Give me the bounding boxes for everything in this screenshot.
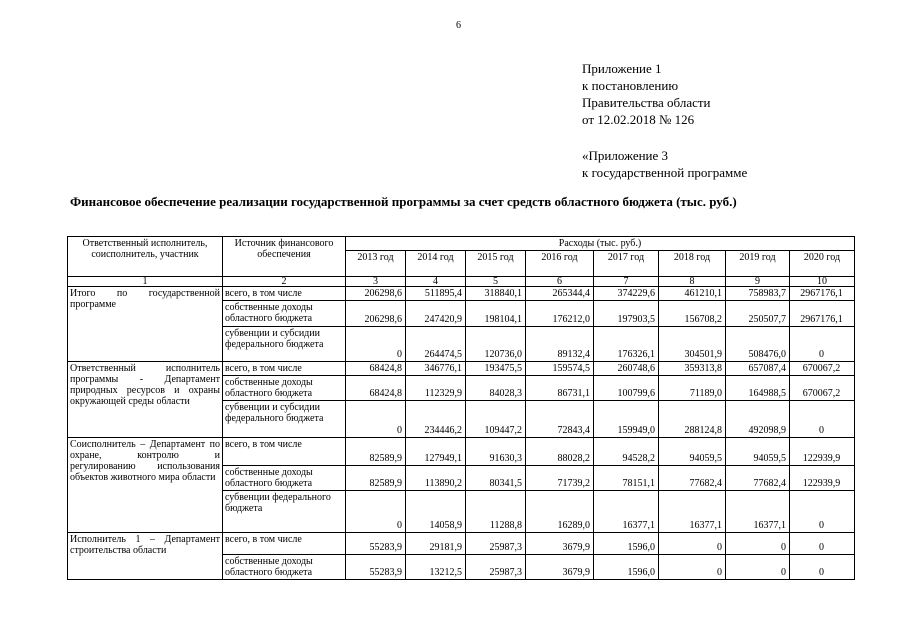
value-cell: 193475,5 (466, 362, 526, 376)
column-number: 1 (68, 277, 223, 287)
header-year: 2013 год (346, 251, 406, 277)
value-cell: 71739,2 (526, 466, 594, 491)
value-cell: 758983,7 (726, 287, 790, 301)
value-cell: 247420,9 (406, 301, 466, 327)
value-cell: 77682,4 (659, 466, 726, 491)
value-cell: 120736,0 (466, 327, 526, 362)
value-cell: 0 (726, 555, 790, 580)
value-cell: 29181,9 (406, 533, 466, 555)
value-cell: 127949,1 (406, 438, 466, 466)
group-name: Ответственный исполнитель программы - Департамент природных ресурсов и охраны окружающей среды области (68, 362, 223, 438)
value-cell: 657087,4 (726, 362, 790, 376)
source-cell: всего, в том числе (223, 287, 346, 301)
value-cell: 16377,1 (659, 491, 726, 533)
value-cell: 14058,9 (406, 491, 466, 533)
value-cell: 88028,2 (526, 438, 594, 466)
column-number: 2 (223, 277, 346, 287)
value-cell: 0 (790, 401, 855, 438)
value-cell: 164988,5 (726, 376, 790, 401)
column-number: 9 (726, 277, 790, 287)
source-cell: собственные доходы областного бюджета (223, 376, 346, 401)
value-cell: 346776,1 (406, 362, 466, 376)
column-number: 8 (659, 277, 726, 287)
value-cell: 461210,1 (659, 287, 726, 301)
value-cell: 55283,9 (346, 533, 406, 555)
value-cell: 159574,5 (526, 362, 594, 376)
value-cell: 68424,8 (346, 376, 406, 401)
header-year: 2014 год (406, 251, 466, 277)
value-cell: 0 (346, 327, 406, 362)
value-cell: 71189,0 (659, 376, 726, 401)
value-cell: 100799,6 (594, 376, 659, 401)
value-cell: 265344,4 (526, 287, 594, 301)
value-cell: 2967176,1 (790, 287, 855, 301)
value-cell: 0 (790, 327, 855, 362)
value-cell: 0 (346, 401, 406, 438)
value-cell: 72843,4 (526, 401, 594, 438)
value-cell: 288124,8 (659, 401, 726, 438)
value-cell: 25987,3 (466, 555, 526, 580)
source-cell: собственные доходы областного бюджета (223, 466, 346, 491)
header-row (68, 237, 855, 251)
group-name: Соисполнитель – Департамент по охране, контролю и регулированию использования объектов животного мира области (68, 438, 223, 533)
value-cell: 0 (659, 555, 726, 580)
value-cell: 508476,0 (726, 327, 790, 362)
page-number: 6 (456, 20, 461, 31)
column-number-row (68, 277, 855, 287)
header-year: 2019 год (726, 251, 790, 277)
value-cell: 0 (790, 555, 855, 580)
value-cell: 16289,0 (526, 491, 594, 533)
value-cell: 0 (726, 533, 790, 555)
value-cell: 91630,3 (466, 438, 526, 466)
source-cell: собственные доходы областного бюджета (223, 555, 346, 580)
appendix-inner-line: «Приложение 3 (582, 148, 669, 163)
value-cell: 89132,4 (526, 327, 594, 362)
value-cell: 670067,2 (790, 362, 855, 376)
appendix-line: от 12.02.2018 № 126 (582, 112, 695, 127)
table-row (68, 362, 855, 376)
value-cell: 122939,9 (790, 438, 855, 466)
header-responsible: Ответственный исполнитель, соисполнитель, участник (68, 237, 223, 277)
column-number: 3 (346, 277, 406, 287)
value-cell: 197903,5 (594, 301, 659, 327)
value-cell: 511895,4 (406, 287, 466, 301)
value-cell: 78151,1 (594, 466, 659, 491)
value-cell: 1596,0 (594, 533, 659, 555)
value-cell: 86731,1 (526, 376, 594, 401)
appendix-line: Правительства области (582, 95, 711, 110)
value-cell: 0 (346, 491, 406, 533)
column-number: 6 (526, 277, 594, 287)
value-cell: 0 (790, 491, 855, 533)
value-cell: 13212,5 (406, 555, 466, 580)
appendix-inner-block (582, 147, 747, 181)
header-expenses: Расходы (тыс. руб.) (346, 237, 855, 251)
appendix-line: к постановлению (582, 78, 679, 93)
table-row (68, 438, 855, 466)
value-cell: 374229,6 (594, 287, 659, 301)
header-year: 2020 год (790, 251, 855, 277)
column-number: 4 (406, 277, 466, 287)
source-cell: всего, в том числе (223, 438, 346, 466)
value-cell: 3679,9 (526, 555, 594, 580)
value-cell: 176326,1 (594, 327, 659, 362)
table-row (68, 287, 855, 301)
value-cell: 359313,8 (659, 362, 726, 376)
value-cell: 492098,9 (726, 401, 790, 438)
value-cell: 16377,1 (726, 491, 790, 533)
column-number: 7 (594, 277, 659, 287)
value-cell: 16377,1 (594, 491, 659, 533)
appendix-block (582, 60, 711, 128)
header-year: 2018 год (659, 251, 726, 277)
value-cell: 82589,9 (346, 438, 406, 466)
value-cell: 176212,0 (526, 301, 594, 327)
value-cell: 250507,7 (726, 301, 790, 327)
value-cell: 112329,9 (406, 376, 466, 401)
value-cell: 156708,2 (659, 301, 726, 327)
value-cell: 11288,8 (466, 491, 526, 533)
source-cell: субвенции федерального бюджета (223, 491, 346, 533)
value-cell: 25987,3 (466, 533, 526, 555)
value-cell: 80341,5 (466, 466, 526, 491)
value-cell: 234446,2 (406, 401, 466, 438)
header-year: 2015 год (466, 251, 526, 277)
appendix-inner-line: к государственной программе (582, 165, 748, 180)
financing-table (67, 236, 855, 580)
value-cell: 264474,5 (406, 327, 466, 362)
source-cell: всего, в том числе (223, 533, 346, 555)
value-cell: 304501,9 (659, 327, 726, 362)
value-cell: 159949,0 (594, 401, 659, 438)
value-cell: 198104,1 (466, 301, 526, 327)
value-cell: 1596,0 (594, 555, 659, 580)
value-cell: 109447,2 (466, 401, 526, 438)
value-cell: 77682,4 (726, 466, 790, 491)
header-year: 2017 год (594, 251, 659, 277)
source-cell: субвенции и субсидии федерального бюджета (223, 401, 346, 438)
appendix-line: Приложение 1 (582, 61, 662, 76)
value-cell: 84028,3 (466, 376, 526, 401)
source-cell: собственные доходы областного бюджета (223, 301, 346, 327)
value-cell: 0 (790, 533, 855, 555)
header-source: Источник финансового обеспечения (223, 237, 346, 277)
value-cell: 670067,2 (790, 376, 855, 401)
value-cell: 206298,6 (346, 301, 406, 327)
value-cell: 3679,9 (526, 533, 594, 555)
header-year: 2016 год (526, 251, 594, 277)
column-number: 10 (790, 277, 855, 287)
value-cell: 82589,9 (346, 466, 406, 491)
value-cell: 55283,9 (346, 555, 406, 580)
value-cell: 206298,6 (346, 287, 406, 301)
table-row (68, 533, 855, 555)
group-name: Итого по государственной программе (68, 287, 223, 362)
source-cell: всего, в том числе (223, 362, 346, 376)
value-cell: 94059,5 (726, 438, 790, 466)
value-cell: 260748,6 (594, 362, 659, 376)
value-cell: 68424,8 (346, 362, 406, 376)
document-title: Финансовое обеспечение реализации государственной программы за счет средств областного бюджета (тыс. руб.) (70, 194, 737, 209)
value-cell: 122939,9 (790, 466, 855, 491)
value-cell: 94528,2 (594, 438, 659, 466)
value-cell: 0 (659, 533, 726, 555)
value-cell: 94059,5 (659, 438, 726, 466)
group-name: Исполнитель 1 – Департамент строительства области (68, 533, 223, 580)
value-cell: 2967176,1 (790, 301, 855, 327)
value-cell: 113890,2 (406, 466, 466, 491)
source-cell: субвенции и субсидии федерального бюджета (223, 327, 346, 362)
value-cell: 318840,1 (466, 287, 526, 301)
column-number: 5 (466, 277, 526, 287)
